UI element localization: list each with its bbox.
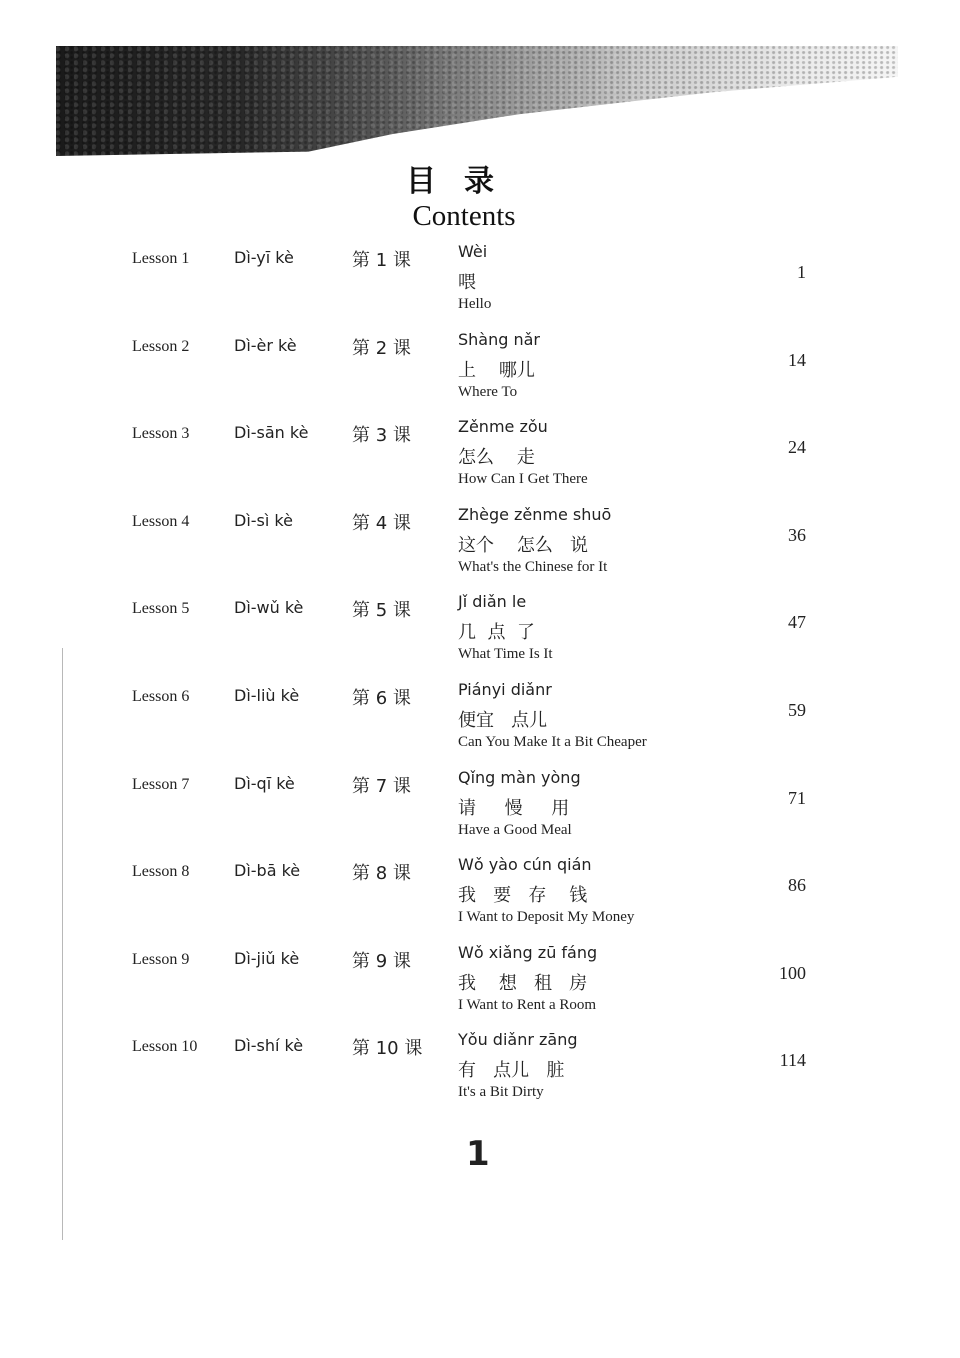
lesson-label: Lesson 4: [132, 512, 190, 530]
header-banner-texture: [56, 46, 898, 156]
lesson-title-english: How Can I Get There: [458, 471, 588, 488]
lesson-number-pinyin: Dì-sān kè: [234, 423, 309, 443]
lesson-label: Lesson 1: [132, 250, 190, 267]
lesson-page-number: 86: [788, 875, 806, 896]
lesson-title-pinyin: Piányi diǎnr: [458, 679, 552, 699]
lesson-number-pinyin: Dì-qī kè: [234, 773, 295, 793]
lesson-number-pinyin: Dì-èr kè: [234, 335, 297, 355]
lesson-label: Lesson 6: [132, 687, 190, 705]
lesson-number-chinese: 第 5 课: [352, 600, 411, 622]
page-title-english: Contents: [412, 200, 516, 232]
lesson-title-pinyin: Zhège zěnme shuō: [458, 504, 612, 524]
lesson-title-pinyin: Wǒ yào cún qián: [458, 855, 592, 875]
lesson-page-number: 1: [797, 262, 806, 282]
lesson-title-hanzi: 便宜 点儿: [458, 709, 548, 731]
lesson-title-english: What Time Is It: [458, 646, 553, 663]
lesson-number-chinese: 第 4 课: [352, 512, 411, 534]
lesson-title-english: Have a Good Meal: [458, 821, 572, 838]
lesson-label: Lesson 2: [132, 337, 190, 355]
lesson-number-chinese: 第 9 课: [352, 950, 411, 972]
lesson-title-pinyin: Yǒu diǎnr zāng: [458, 1030, 578, 1050]
lesson-number-chinese: 第 10 课: [352, 1038, 423, 1060]
lesson-number-pinyin: Dì-yī kè: [234, 248, 294, 267]
lesson-title-pinyin: Shàng nǎr: [458, 329, 541, 349]
lesson-page-number: 14: [788, 349, 806, 370]
toc-row[interactable]: [130, 853, 830, 941]
lesson-title-pinyin: Jǐ diǎn le: [458, 592, 527, 612]
toc-row[interactable]: [130, 678, 830, 766]
lesson-title-english: Where To: [458, 383, 518, 400]
lesson-title-hanzi: 喂: [458, 272, 476, 293]
lesson-title-english: I Want to Rent a Room: [458, 996, 597, 1013]
toc-row[interactable]: [130, 415, 830, 503]
lesson-title-hanzi: 怎么 走: [458, 447, 535, 469]
table-of-contents: [130, 240, 830, 1116]
toc-row[interactable]: [130, 328, 830, 416]
lesson-label: Lesson 7: [132, 775, 190, 793]
lesson-title-hanzi: 请 慢 用: [458, 797, 570, 819]
lesson-title-pinyin: Qǐng màn yòng: [458, 767, 581, 787]
lesson-number-chinese: 第 3 课: [352, 425, 411, 447]
lesson-page-number: 114: [779, 1050, 806, 1071]
lesson-number-chinese: 第 1 课: [352, 250, 411, 271]
lesson-page-number: 100: [779, 962, 806, 983]
lesson-title-hanzi: 我 要 存 钱: [458, 885, 588, 907]
page-number: 1: [466, 1134, 490, 1174]
lesson-number-chinese: 第 2 课: [352, 337, 411, 359]
lesson-label: Lesson 3: [132, 425, 190, 443]
lesson-title-hanzi: 上 哪儿: [458, 359, 535, 381]
lesson-number-pinyin: Dì-jiǔ kè: [234, 948, 300, 968]
lesson-title-english: I Want to Deposit My Money: [458, 909, 635, 926]
lesson-title-english: Can You Make It a Bit Cheaper: [458, 733, 647, 750]
lesson-number-pinyin: Dì-sì kè: [234, 510, 293, 530]
lesson-page-number: 71: [788, 787, 806, 808]
lesson-page-number: 47: [788, 612, 806, 633]
lesson-page-number: 24: [788, 437, 806, 458]
lesson-number-pinyin: Dì-shí kè: [234, 1036, 304, 1056]
lesson-label: Lesson 5: [132, 600, 190, 618]
lesson-number-pinyin: Dì-wǔ kè: [234, 598, 304, 618]
lesson-title-hanzi: 几 点 了: [458, 622, 535, 644]
lesson-label: Lesson 8: [132, 863, 190, 881]
lesson-label: Lesson 9: [132, 950, 190, 968]
lesson-title-english: What's the Chinese for It: [458, 558, 608, 575]
lesson-number-chinese: 第 7 课: [352, 775, 411, 797]
toc-row[interactable]: [130, 766, 830, 854]
lesson-page-number: 36: [788, 524, 806, 545]
lesson-title-hanzi: 这个 怎么 说: [458, 534, 589, 556]
lesson-page-number: 59: [788, 699, 806, 720]
lesson-title-pinyin: Zěnme zǒu: [458, 417, 548, 437]
toc-row[interactable]: [130, 503, 830, 591]
toc-row[interactable]: [130, 240, 830, 328]
lesson-title-pinyin: Wèi: [458, 242, 488, 261]
toc-row[interactable]: [130, 941, 830, 1029]
lesson-title-hanzi: 有 点儿 脏: [458, 1060, 565, 1082]
lesson-title-english: Hello: [458, 296, 492, 312]
lesson-label: Lesson 10: [132, 1038, 198, 1056]
margin-scan-line: [62, 648, 63, 1240]
lesson-title-pinyin: Wǒ xiǎng zū fáng: [458, 942, 598, 962]
toc-row[interactable]: [130, 1028, 830, 1116]
lesson-title-english: It's a Bit Dirty: [458, 1084, 544, 1101]
page-title-chinese: 目录: [406, 164, 522, 199]
lesson-number-chinese: 第 8 课: [352, 863, 411, 885]
toc-row[interactable]: [130, 590, 830, 678]
lesson-number-pinyin: Dì-bā kè: [234, 861, 301, 881]
lesson-number-chinese: 第 6 课: [352, 687, 411, 709]
lesson-title-hanzi: 我 想 租 房: [458, 972, 588, 994]
lesson-number-pinyin: Dì-liù kè: [234, 685, 300, 705]
